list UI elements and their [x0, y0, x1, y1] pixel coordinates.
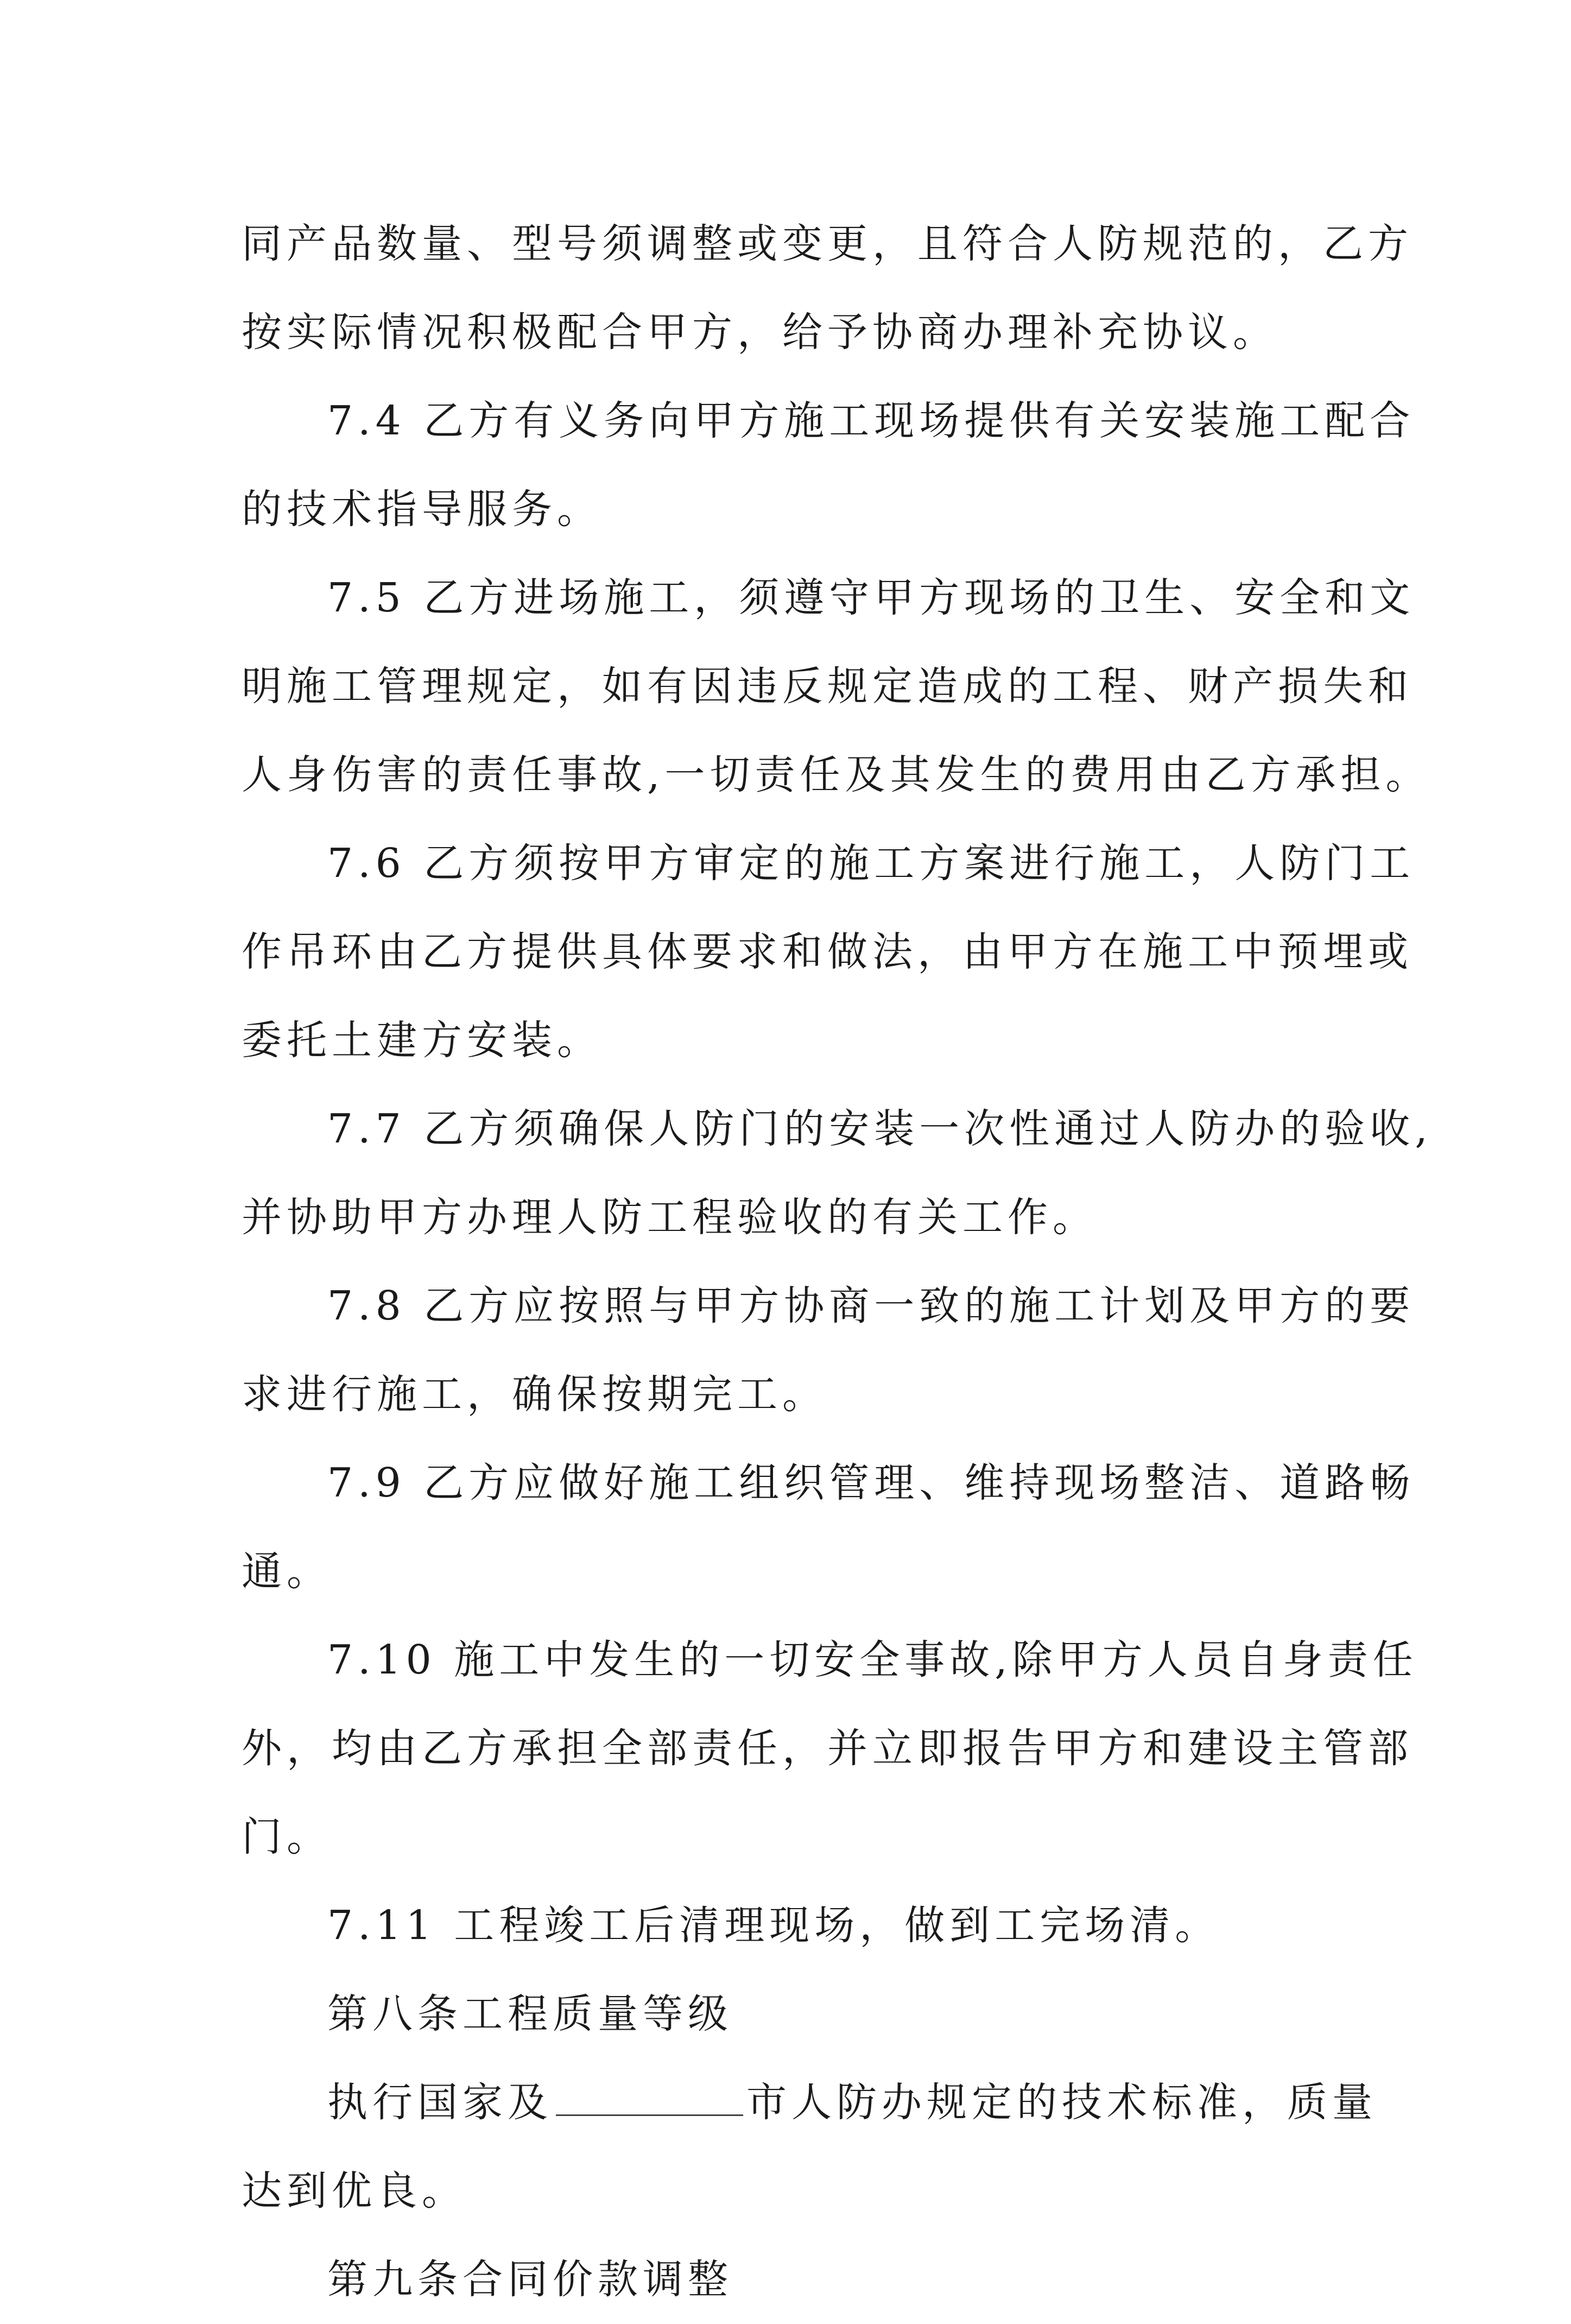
text-line: 同产品数量、型号须调整或变更，且符合人防规范的，乙方: [242, 220, 1413, 267]
article-8-text-after-blank: 市人防办规定的技术标准，质量: [746, 2079, 1377, 2126]
clause-7-6-line-3: 委托土建方安装。: [242, 1017, 602, 1064]
fill-in-blank: [556, 2074, 743, 2116]
clause-7-6-line-1: 7.6 乙方须按甲方审定的施工方案进行施工，人防门工: [327, 840, 1415, 887]
article-9-title: 第九条合同价款调整: [327, 2256, 733, 2303]
article-8-title: 第八条工程质量等级: [327, 1991, 733, 2037]
clause-7-6-line-2: 作吊环由乙方提供具体要求和做法，由甲方在施工中预埋或: [242, 929, 1413, 975]
clause-7-9-line-1: 7.9 乙方应做好施工组织管理、维持现场整洁、道路畅: [327, 1460, 1415, 1506]
clause-7-11-line-1: 7.11 工程竣工后清理现场，做到工完场清。: [327, 1902, 1220, 1949]
clause-7-8-line-1: 7.8 乙方应按照与甲方协商一致的施工计划及甲方的要: [327, 1283, 1415, 1329]
article-8-body-line-1: [242, 2058, 1377, 2147]
clause-7-7-line-2: 并协助甲方办理人防工程验收的有关工作。: [242, 1194, 1098, 1241]
clause-7-7-line-1: 7.7 乙方须确保人防门的安装一次性通过人防办的验收,: [327, 1106, 1433, 1152]
text-line: 按实际情况积极配合甲方，给予协商办理补充协议。: [242, 309, 1278, 356]
article-8-body-line-2: 达到优良。: [242, 2168, 467, 2214]
clause-7-10-line-3: 门。: [242, 1814, 332, 1860]
contract-text: [242, 200, 1433, 2324]
clause-7-8-line-2: 求进行施工，确保按期完工。: [242, 1371, 827, 1418]
clause-7-5-line-2: 明施工管理规定，如有因违反规定造成的工程、财产损失和: [242, 663, 1413, 710]
clause-7-5-line-1: 7.5 乙方进场施工，须遵守甲方现场的卫生、安全和文: [327, 574, 1415, 621]
clause-7-10-line-2: 外，均由乙方承担全部责任，并立即报告甲方和建设主管部: [242, 1725, 1413, 1772]
clause-7-9-line-2: 通。: [242, 1548, 332, 1595]
clause-7-5-line-3: 人身伤害的责任事故,一切责任及其发生的费用由乙方承担。: [242, 751, 1431, 798]
clause-7-4-line-1: 7.4 乙方有义务向甲方施工现场提供有关安装施工配合: [327, 397, 1415, 444]
article-8-text-before-blank: 执行国家及: [327, 2079, 553, 2126]
clause-7-10-line-1: 7.10 施工中发生的一切安全事故,除甲方人员自身责任: [327, 1637, 1418, 1683]
clause-7-4-line-2: 的技术指导服务。: [242, 486, 602, 533]
